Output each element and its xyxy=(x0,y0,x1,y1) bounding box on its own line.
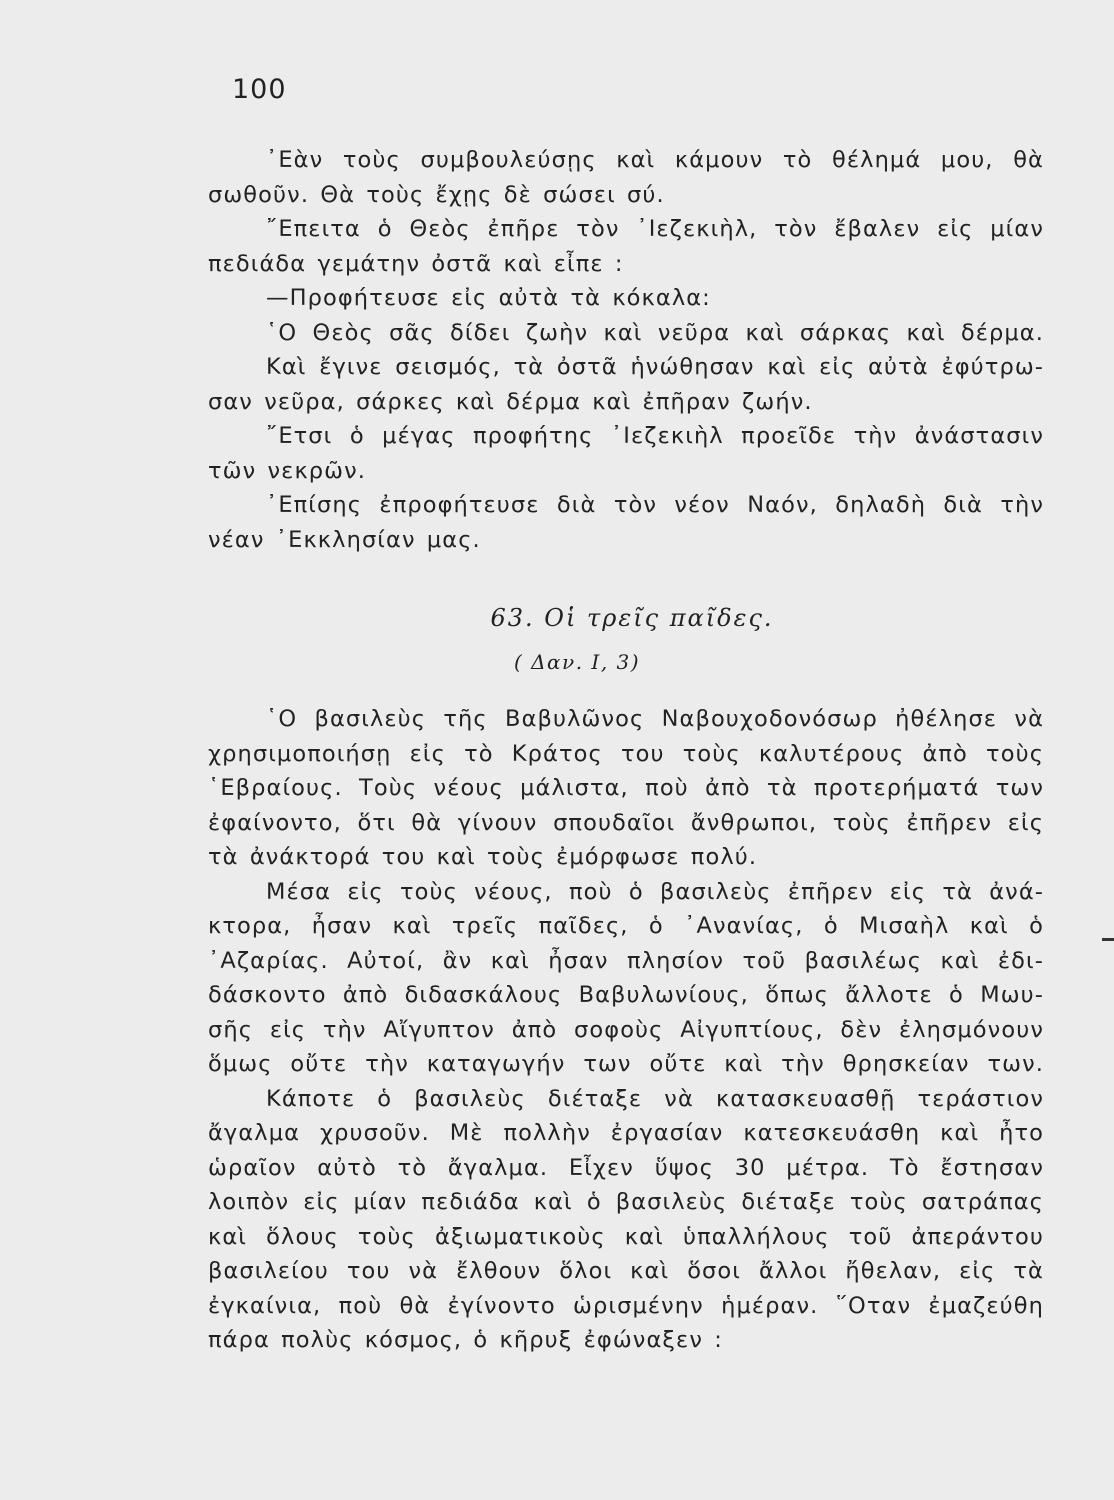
text-line: ὡραῖον αὐτὸ τὸ ἄγαλμα. Εἶχεν ὕψος 30 μέτρα. Τὸ ἔστησαν xyxy=(208,1154,1044,1181)
paragraph xyxy=(208,419,1044,488)
text-line: δάσκοντο ἀπὸ διδασκάλους Βαβυλωνίους, ὅπως ἄλλοτε ὁ Μωυ- xyxy=(208,982,1044,1008)
paragraph xyxy=(208,488,1044,557)
text-block-bottom xyxy=(208,702,1044,1358)
text-line: ῾Ο βασιλεὺς τῆς Βαβυλῶνος Ναβουχοδονόσωρ ἠθέλησε νὰ xyxy=(266,706,1044,732)
text-line: ἐγκαίνια, ποὺ θὰ ἐγίνοντο ὡρισμένην ἡμέραν. ῞Οταν ἐμαζεύθη xyxy=(208,1292,1044,1319)
text-line: ᾿Εὰν τοὺς συμβουλεύσῃς καὶ κάμουν τὸ θέλημά μου, θὰ xyxy=(266,147,1044,173)
text-line: ᾿Αζαρίας. Αὐτοί, ἂν καὶ ἦσαν πλησίον τοῦ βασιλέως καὶ ἐδι- xyxy=(208,947,1044,974)
text-line: βασιλείου του νὰ ἔλθουν ὅλοι καὶ ὅσοι ἄλλοι ἤθελαν, εἰς τὰ xyxy=(208,1258,1044,1284)
text-line: ὅμως οὔτε τὴν καταγωγήν των οὔτε καὶ τὴν θρησκείαν των. xyxy=(208,1051,1044,1077)
paragraph xyxy=(208,350,1044,419)
text-line: ᾿Επίσης ἐπροφήτευσε διὰ τὸν νέον Ναόν, δηλαδὴ διὰ τὴν xyxy=(266,492,1044,518)
text-line: —Προφήτευσε εἰς αὐτὰ τὰ κόκαλα: xyxy=(266,285,711,311)
text-line: λοιπὸν εἰς μίαν πεδιάδα καὶ ὁ βασιλεὺς διέταξε τοὺς σατράπας xyxy=(208,1189,1044,1215)
text-line: πάρα πολὺς κόσμος, ὁ κῆρυξ ἐφώναξεν : xyxy=(208,1327,723,1353)
text-line: ἄγαλμα χρυσοῦν. Μὲ πολλὴν ἐργασίαν κατεσκευάσθη καὶ ἦτο xyxy=(208,1120,1044,1146)
text-line: ῎Ετσι ὁ μέγας προφήτης ᾿Ιεζεκιὴλ προεῖδε τὴν ἀνάστασιν xyxy=(266,423,1044,449)
paragraph xyxy=(208,281,1044,316)
text-line: τὰ ἀνάκτορά του καὶ τοὺς ἐμόρφωσε πολύ. xyxy=(208,844,758,870)
text-line: σωθοῦν. Θὰ τοὺς ἔχῃς δὲ σώσει σύ. xyxy=(208,181,665,208)
text-block-top xyxy=(208,143,1044,557)
text-line: πεδιάδα γεμάτην ὀστᾶ καὶ εἶπε : xyxy=(208,250,624,277)
text-line: ῎Επειτα ὁ Θεὸς ἐπῆρε τὸν ᾿Ιεζεκιὴλ, τὸν ἔβαλεν εἰς μίαν xyxy=(266,216,1044,242)
paragraph xyxy=(208,316,1044,351)
paragraph xyxy=(208,143,1044,212)
text-line: καὶ ὅλους τοὺς ἀξιωματικοὺς καὶ ὑπαλλήλους τοῦ ἀπεράντου xyxy=(208,1223,1044,1250)
text-line: ῾Ο Θεὸς σᾶς δίδει ζωὴν καὶ νεῦρα καὶ σάρκας καὶ δέρμα. xyxy=(266,319,1044,346)
paragraph xyxy=(208,875,1044,1082)
text-line: νέαν ᾿Εκκλησίαν μας. xyxy=(208,526,481,553)
text-line: χρησιμοποιήσῃ εἰς τὸ Κράτος του τοὺς καλυτέρους ἀπὸ τοὺς xyxy=(208,740,1044,767)
text-line: Κάποτε ὁ βασιλεὺς διέταξε νὰ κατασκευασθῇ τεράστιον xyxy=(266,1085,1044,1112)
text-line: Μέσα εἰς τοὺς νέους, ποὺ ὁ βασιλεὺς ἐπῆρεν εἰς τὰ ἀνά- xyxy=(266,878,1044,905)
text-line: ῾Εβραίους. Τοὺς νέους μάλιστα, ποὺ ἀπὸ τὰ προτερήματά των xyxy=(208,775,1044,801)
text-line: ἐφαίνοντο, ὅτι θὰ γίνουν σπουδαῖοι ἄνθρωποι, τοὺς ἐπῆρεν εἰς xyxy=(208,809,1044,836)
paragraph xyxy=(208,702,1044,875)
section-title: 63. Οἱ τρεῖς παῖδες. xyxy=(490,604,774,632)
text-line: τῶν νεκρῶν. xyxy=(208,457,367,484)
page-edge-mark xyxy=(1102,938,1114,941)
page-number: 100 xyxy=(232,74,287,105)
section-reference: ( Δαν. Ι, 3) xyxy=(513,650,641,674)
text-line: Καὶ ἔγινε σεισμός, τὰ ὀστᾶ ἡνώθησαν καὶ εἰς αὐτὰ ἐφύτρω- xyxy=(266,354,1044,380)
text-line: σῆς εἰς τὴν Αἴγυπτον ἀπὸ σοφοὺς Αἰγυπτίους, δὲν ἐλησμόνουν xyxy=(208,1016,1044,1043)
text-line: κτορα, ἦσαν καὶ τρεῖς παῖδες, ὁ ᾿Ανανίας, ὁ Μισαὴλ καὶ ὁ xyxy=(208,913,1044,939)
paragraph xyxy=(208,1082,1044,1358)
text-line: σαν νεῦρα, σάρκες καὶ δέρμα καὶ ἐπῆραν ζωήν. xyxy=(208,388,813,415)
paragraph xyxy=(208,212,1044,281)
